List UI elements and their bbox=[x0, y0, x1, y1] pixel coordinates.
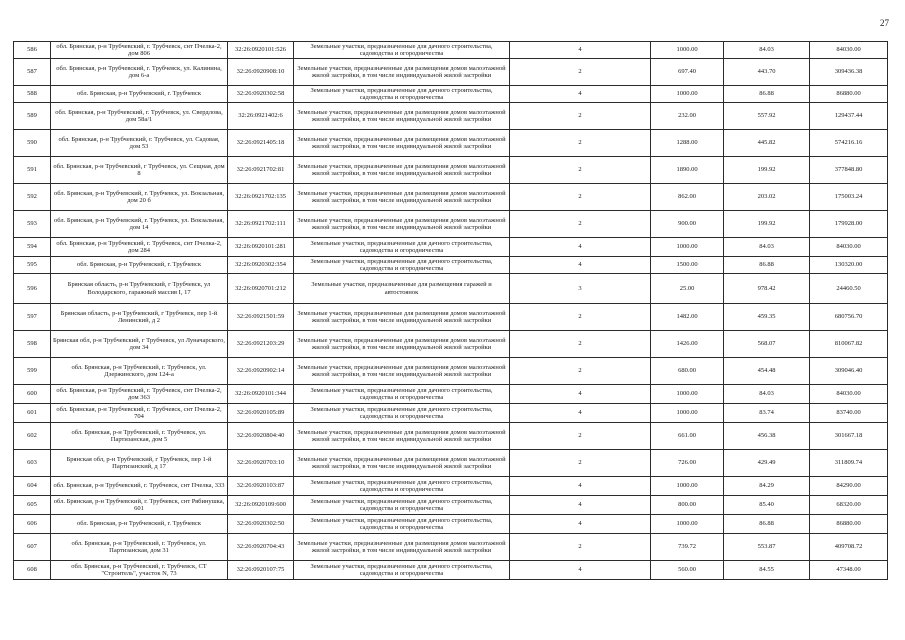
group-cell: 4 bbox=[510, 86, 651, 103]
land-category-cell: Земельные участки, предназначенные для дачного строительства, садоводства и огородничества bbox=[294, 86, 510, 103]
cadastral-value-cell: 574216.16 bbox=[810, 130, 888, 157]
group-cell: 4 bbox=[510, 496, 651, 515]
table-row bbox=[14, 358, 888, 385]
group-cell: 4 bbox=[510, 257, 651, 274]
cadastral-value-cell: 175003.24 bbox=[810, 184, 888, 211]
cadastral-number-cell: 32:26:0920804:40 bbox=[228, 423, 294, 450]
area-cell: 1482.00 bbox=[651, 304, 724, 331]
specific-value-cell: 199.92 bbox=[724, 211, 810, 238]
specific-value-cell: 445.82 bbox=[724, 130, 810, 157]
cadastral-value-cell: 309046.40 bbox=[810, 358, 888, 385]
area-cell: 800.00 bbox=[651, 496, 724, 515]
specific-value-cell: 454.48 bbox=[724, 358, 810, 385]
row-number-cell: 593 bbox=[14, 211, 51, 238]
row-number-cell: 599 bbox=[14, 358, 51, 385]
specific-value-cell: 553.87 bbox=[724, 534, 810, 561]
area-cell: 1000.00 bbox=[651, 385, 724, 404]
area-cell: 1426.00 bbox=[651, 331, 724, 358]
land-category-cell: Земельные участки, предназначенные для размещения домов малоэтажной жилой застройки, в том числе индивидуальной жилой застройки bbox=[294, 534, 510, 561]
row-number-cell: 596 bbox=[14, 274, 51, 304]
table-row bbox=[14, 423, 888, 450]
table-row bbox=[14, 130, 888, 157]
cadastral-number-cell: 32:26:0920902:14 bbox=[228, 358, 294, 385]
group-cell: 3 bbox=[510, 274, 651, 304]
address-cell: обл. Брянская, р-н Трубчевский, г. Трубчевск, СТ "Строитель", участок N, 73 bbox=[51, 561, 228, 580]
land-category-cell: Земельные участки, предназначенные для дачного строительства, садоводства и огородничества bbox=[294, 561, 510, 580]
cadastral-value-cell: 130320.00 bbox=[810, 257, 888, 274]
address-cell: обл. Брянская, р-н Трубчевский, г. Трубчевск, ул. Партизанская, дом 31 bbox=[51, 534, 228, 561]
row-number-cell: 605 bbox=[14, 496, 51, 515]
land-category-cell: Земельные участки, предназначенные для размещения гаражей и автостоянок bbox=[294, 274, 510, 304]
area-cell: 739.72 bbox=[651, 534, 724, 561]
group-cell: 4 bbox=[510, 477, 651, 496]
address-cell: обл. Брянская, р-н Трубчевский, г. Трубчевск, ул. Садовая, дом 53 bbox=[51, 130, 228, 157]
table-row bbox=[14, 274, 888, 304]
cadastral-value-cell: 84290.00 bbox=[810, 477, 888, 496]
row-number-cell: 608 bbox=[14, 561, 51, 580]
specific-value-cell: 86.88 bbox=[724, 86, 810, 103]
cadastral-number-cell: 32:26:0920101:526 bbox=[228, 42, 294, 59]
cadastral-number-cell: 32:26:0921702:81 bbox=[228, 157, 294, 184]
land-category-cell: Земельные участки, предназначенные для размещения домов малоэтажной жилой застройки, в том числе индивидуальной жилой застройки bbox=[294, 157, 510, 184]
table-row bbox=[14, 157, 888, 184]
row-number-cell: 602 bbox=[14, 423, 51, 450]
land-category-cell: Земельные участки, предназначенные для размещения домов малоэтажной жилой застройки, в том числе индивидуальной жилой застройки bbox=[294, 103, 510, 130]
specific-value-cell: 199.92 bbox=[724, 157, 810, 184]
cadastral-value-cell: 377848.80 bbox=[810, 157, 888, 184]
land-category-cell: Земельные участки, предназначенные для дачного строительства, садоводства и огородничества bbox=[294, 515, 510, 534]
group-cell: 4 bbox=[510, 385, 651, 404]
specific-value-cell: 85.40 bbox=[724, 496, 810, 515]
cadastral-value-cell: 129437.44 bbox=[810, 103, 888, 130]
cadastral-value-cell: 84030.00 bbox=[810, 42, 888, 59]
land-category-cell: Земельные участки, предназначенные для дачного строительства, садоводства и огородничества bbox=[294, 238, 510, 257]
group-cell: 2 bbox=[510, 450, 651, 477]
area-cell: 25.00 bbox=[651, 274, 724, 304]
land-category-cell: Земельные участки, предназначенные для размещения домов малоэтажной жилой застройки, в том числе индивидуальной жилой застройки bbox=[294, 304, 510, 331]
table-row bbox=[14, 238, 888, 257]
land-category-cell: Земельные участки, предназначенные для дачного строительства, садоводства и огородничества bbox=[294, 496, 510, 515]
area-cell: 1000.00 bbox=[651, 515, 724, 534]
table-row bbox=[14, 103, 888, 130]
group-cell: 2 bbox=[510, 304, 651, 331]
row-number-cell: 601 bbox=[14, 404, 51, 423]
specific-value-cell: 84.03 bbox=[724, 238, 810, 257]
row-number-cell: 592 bbox=[14, 184, 51, 211]
table-row bbox=[14, 42, 888, 59]
cadastral-value-cell: 810067.82 bbox=[810, 331, 888, 358]
specific-value-cell: 443.70 bbox=[724, 59, 810, 86]
area-cell: 862.00 bbox=[651, 184, 724, 211]
cadastral-number-cell: 32:26:0920302:50 bbox=[228, 515, 294, 534]
group-cell: 4 bbox=[510, 42, 651, 59]
specific-value-cell: 86.88 bbox=[724, 515, 810, 534]
group-cell: 2 bbox=[510, 103, 651, 130]
cadastral-number-cell: 32:26:0920105:89 bbox=[228, 404, 294, 423]
cadastral-value-cell: 301667.18 bbox=[810, 423, 888, 450]
address-cell: обл. Брянская, р-н Трубчевский, г. Трубчевск, ул. Калинина, дом 6-а bbox=[51, 59, 228, 86]
specific-value-cell: 84.03 bbox=[724, 385, 810, 404]
land-category-cell: Земельные участки, предназначенные для дачного строительства, садоводства и огородничества bbox=[294, 42, 510, 59]
row-number-cell: 604 bbox=[14, 477, 51, 496]
row-number-cell: 600 bbox=[14, 385, 51, 404]
specific-value-cell: 84.29 bbox=[724, 477, 810, 496]
land-category-cell: Земельные участки, предназначенные для размещения домов малоэтажной жилой застройки, в том числе индивидуальной жилой застройки bbox=[294, 59, 510, 86]
area-cell: 661.00 bbox=[651, 423, 724, 450]
row-number-cell: 603 bbox=[14, 450, 51, 477]
area-cell: 232.00 bbox=[651, 103, 724, 130]
address-cell: обл. Брянская, р-н Трубчевский, г Трубчевск, ул. Сещная, дом 8 bbox=[51, 157, 228, 184]
land-category-cell: Земельные участки, предназначенные для дачного строительства, садоводства и огородничества bbox=[294, 257, 510, 274]
cadastral-value-cell: 86880.00 bbox=[810, 86, 888, 103]
group-cell: 2 bbox=[510, 534, 651, 561]
land-category-cell: Земельные участки, предназначенные для размещения домов малоэтажной жилой застройки, в том числе индивидуальной жилой застройки bbox=[294, 450, 510, 477]
row-number-cell: 590 bbox=[14, 130, 51, 157]
specific-value-cell: 83.74 bbox=[724, 404, 810, 423]
cadastral-value-cell: 84030.00 bbox=[810, 238, 888, 257]
table-row bbox=[14, 385, 888, 404]
cadastral-number-cell: 32:26:0920107:75 bbox=[228, 561, 294, 580]
specific-value-cell: 84.55 bbox=[724, 561, 810, 580]
area-cell: 560.00 bbox=[651, 561, 724, 580]
land-category-cell: Земельные участки, предназначенные для размещения домов малоэтажной жилой застройки, в том числе индивидуальной жилой застройки bbox=[294, 130, 510, 157]
land-category-cell: Земельные участки, предназначенные для размещения домов малоэтажной жилой застройки, в том числе индивидуальной жилой застройки bbox=[294, 423, 510, 450]
address-cell: Брянская обл, р-н Трубчевский, г Трубчевск, пер 1-й Партизанский, д 17 bbox=[51, 450, 228, 477]
row-number-cell: 591 bbox=[14, 157, 51, 184]
cadastral-number-cell: 32:26:0920101:281 bbox=[228, 238, 294, 257]
cadastral-value-cell: 309436.38 bbox=[810, 59, 888, 86]
group-cell: 4 bbox=[510, 404, 651, 423]
cadastral-value-cell: 47348.00 bbox=[810, 561, 888, 580]
address-cell: обл. Брянская, р-н Трубчевский, г. Трубчевск, ул. Свердлова, дом 58а/1 bbox=[51, 103, 228, 130]
specific-value-cell: 459.35 bbox=[724, 304, 810, 331]
table-row bbox=[14, 304, 888, 331]
address-cell: обл. Брянская, р-н Трубчевский, г. Трубчевск bbox=[51, 257, 228, 274]
table-row bbox=[14, 257, 888, 274]
table-row bbox=[14, 450, 888, 477]
cadastral-value-cell: 84030.00 bbox=[810, 385, 888, 404]
group-cell: 4 bbox=[510, 515, 651, 534]
address-cell: обл. Брянская, р-н Трубчевский, г. Трубчевск, снт Рябинушка, 601 bbox=[51, 496, 228, 515]
cadastral-value-cell: 680756.70 bbox=[810, 304, 888, 331]
cadastral-value-cell: 83740.00 bbox=[810, 404, 888, 423]
group-cell: 2 bbox=[510, 184, 651, 211]
row-number-cell: 589 bbox=[14, 103, 51, 130]
specific-value-cell: 456.38 bbox=[724, 423, 810, 450]
cadastral-number-cell: 32:26:0920109:600 bbox=[228, 496, 294, 515]
group-cell: 2 bbox=[510, 157, 651, 184]
address-cell: обл. Брянская, р-н Трубчевский, г. Трубчевск, ул. Дзержинского, дом 124-а bbox=[51, 358, 228, 385]
table-row bbox=[14, 496, 888, 515]
group-cell: 2 bbox=[510, 211, 651, 238]
area-cell: 1890.00 bbox=[651, 157, 724, 184]
table-row bbox=[14, 86, 888, 103]
land-category-cell: Земельные участки, предназначенные для размещения домов малоэтажной жилой застройки, в том числе индивидуальной жилой застройки bbox=[294, 184, 510, 211]
table-row bbox=[14, 331, 888, 358]
group-cell: 4 bbox=[510, 238, 651, 257]
table-row bbox=[14, 561, 888, 580]
area-cell: 900.00 bbox=[651, 211, 724, 238]
address-cell: обл. Брянская, р-н Трубчевский, г. Трубчевск bbox=[51, 515, 228, 534]
table-row bbox=[14, 184, 888, 211]
cadastral-number-cell: 32:26:0921402:6 bbox=[228, 103, 294, 130]
cadastral-number-cell: 32:26:0920704:43 bbox=[228, 534, 294, 561]
specific-value-cell: 203.02 bbox=[724, 184, 810, 211]
address-cell: обл. Брянская, р-н Трубчевский, г. Трубчевск, снт Пчелка-2, 704 bbox=[51, 404, 228, 423]
group-cell: 2 bbox=[510, 423, 651, 450]
address-cell: Брянская обл, р-н Трубчевский, г Трубчевск, ул Луначарского, дом 34 bbox=[51, 331, 228, 358]
cadastral-number-cell: 32:26:0921501:59 bbox=[228, 304, 294, 331]
area-cell: 1288.00 bbox=[651, 130, 724, 157]
address-cell: Брянская область, р-н Трубчевский, г Трубчевск, ул Володарского, гаражный массив I, 17 bbox=[51, 274, 228, 304]
area-cell: 726.00 bbox=[651, 450, 724, 477]
specific-value-cell: 86.88 bbox=[724, 257, 810, 274]
group-cell: 2 bbox=[510, 358, 651, 385]
cadastral-number-cell: 32:26:0921702:111 bbox=[228, 211, 294, 238]
address-cell: Брянская область, р-н Трубчевский, г Трубчевск, пер 1-й Ленинский, д 2 bbox=[51, 304, 228, 331]
group-cell: 4 bbox=[510, 561, 651, 580]
page-number: 27 bbox=[880, 18, 889, 28]
cadastral-number-cell: 32:26:0920103:87 bbox=[228, 477, 294, 496]
row-number-cell: 586 bbox=[14, 42, 51, 59]
group-cell: 2 bbox=[510, 331, 651, 358]
address-cell: обл. Брянская, р-н Трубчевский, г. Трубчевск, ул. Вокзальная, дом 14 bbox=[51, 211, 228, 238]
address-cell: обл. Брянская, р-н Трубчевский, г. Трубчевск, снт Пчелка-2, дом 284 bbox=[51, 238, 228, 257]
specific-value-cell: 429.49 bbox=[724, 450, 810, 477]
cadastral-value-cell: 179928.00 bbox=[810, 211, 888, 238]
cadastral-number-cell: 32:26:0920101:344 bbox=[228, 385, 294, 404]
land-plots-table bbox=[13, 41, 888, 580]
cadastral-value-cell: 24460.50 bbox=[810, 274, 888, 304]
row-number-cell: 588 bbox=[14, 86, 51, 103]
row-number-cell: 587 bbox=[14, 59, 51, 86]
group-cell: 2 bbox=[510, 59, 651, 86]
land-category-cell: Земельные участки, предназначенные для дачного строительства, садоводства и огородничества bbox=[294, 477, 510, 496]
cadastral-number-cell: 32:26:0920701:212 bbox=[228, 274, 294, 304]
row-number-cell: 597 bbox=[14, 304, 51, 331]
area-cell: 697.40 bbox=[651, 59, 724, 86]
area-cell: 680.00 bbox=[651, 358, 724, 385]
cadastral-number-cell: 32:26:0920908:10 bbox=[228, 59, 294, 86]
address-cell: обл. Брянская, р-н Трубчевский, г. Трубчевск, снт Пчелка-2, дом 363 bbox=[51, 385, 228, 404]
specific-value-cell: 84.03 bbox=[724, 42, 810, 59]
table-body bbox=[14, 42, 888, 580]
land-category-cell: Земельные участки, предназначенные для дачного строительства, садоводства и огородничества bbox=[294, 404, 510, 423]
specific-value-cell: 978.42 bbox=[724, 274, 810, 304]
row-number-cell: 607 bbox=[14, 534, 51, 561]
area-cell: 1000.00 bbox=[651, 477, 724, 496]
area-cell: 1000.00 bbox=[651, 238, 724, 257]
address-cell: обл. Брянская, р-н Трубчевский, г. Трубчевск, ул. Вокзальная, дом 20 б bbox=[51, 184, 228, 211]
land-category-cell: Земельные участки, предназначенные для размещения домов малоэтажной жилой застройки, в том числе индивидуальной жилой застройки bbox=[294, 331, 510, 358]
cadastral-value-cell: 409708.72 bbox=[810, 534, 888, 561]
address-cell: обл. Брянская, р-н Трубчевский, г. Трубчевск, снт Пчелка-2, дом 806 bbox=[51, 42, 228, 59]
area-cell: 1000.00 bbox=[651, 86, 724, 103]
land-category-cell: Земельные участки, предназначенные для размещения домов малоэтажной жилой застройки, в том числе индивидуальной жилой застройки bbox=[294, 211, 510, 238]
table-row bbox=[14, 59, 888, 86]
cadastral-value-cell: 86880.00 bbox=[810, 515, 888, 534]
area-cell: 1000.00 bbox=[651, 42, 724, 59]
land-category-cell: Земельные участки, предназначенные для дачного строительства, садоводства и огородничества bbox=[294, 385, 510, 404]
table-row bbox=[14, 515, 888, 534]
row-number-cell: 606 bbox=[14, 515, 51, 534]
table-row bbox=[14, 477, 888, 496]
cadastral-number-cell: 32:26:0921405:18 bbox=[228, 130, 294, 157]
row-number-cell: 594 bbox=[14, 238, 51, 257]
address-cell: обл. Брянская, р-н Трубчевский, г. Трубчевск, ул. Партизанская, дом 5 bbox=[51, 423, 228, 450]
row-number-cell: 595 bbox=[14, 257, 51, 274]
cadastral-number-cell: 32:26:0920302:354 bbox=[228, 257, 294, 274]
area-cell: 1500.00 bbox=[651, 257, 724, 274]
table-row bbox=[14, 404, 888, 423]
cadastral-value-cell: 68320.00 bbox=[810, 496, 888, 515]
land-category-cell: Земельные участки, предназначенные для размещения домов малоэтажной жилой застройки, в том числе индивидуальной жилой застройки bbox=[294, 358, 510, 385]
row-number-cell: 598 bbox=[14, 331, 51, 358]
cadastral-number-cell: 32:26:0921702:135 bbox=[228, 184, 294, 211]
area-cell: 1000.00 bbox=[651, 404, 724, 423]
cadastral-value-cell: 311809.74 bbox=[810, 450, 888, 477]
cadastral-number-cell: 32:26:0920703:10 bbox=[228, 450, 294, 477]
address-cell: обл. Брянская, р-н Трубчевский, г. Трубчевск, снт Пчелка, 333 bbox=[51, 477, 228, 496]
cadastral-number-cell: 32:26:0920302:58 bbox=[228, 86, 294, 103]
address-cell: обл. Брянская, р-н Трубчевский, г. Трубчевск bbox=[51, 86, 228, 103]
table-row bbox=[14, 211, 888, 238]
table-row bbox=[14, 534, 888, 561]
specific-value-cell: 557.92 bbox=[724, 103, 810, 130]
cadastral-number-cell: 32:26:0921203:29 bbox=[228, 331, 294, 358]
specific-value-cell: 568.07 bbox=[724, 331, 810, 358]
group-cell: 2 bbox=[510, 130, 651, 157]
